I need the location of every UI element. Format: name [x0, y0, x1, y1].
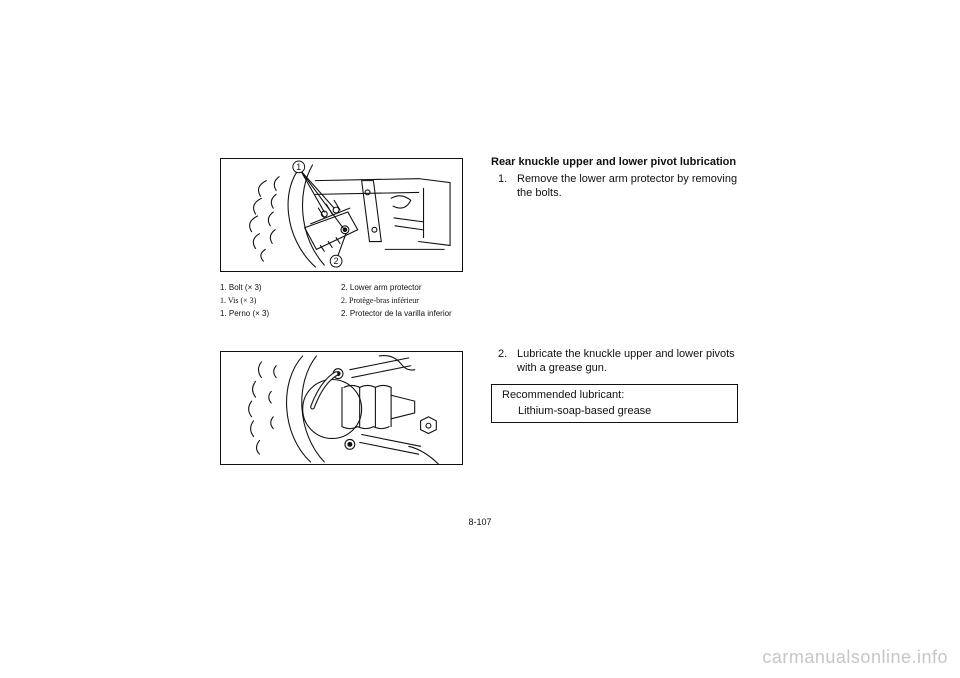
lubricant-value: Lithium-soap-based grease	[518, 405, 652, 417]
callout-2	[330, 255, 342, 267]
recommended-lubricant-box	[491, 384, 738, 423]
caption-lower-arm-protector: 2. Lower arm protector	[341, 283, 422, 292]
svg-text:1: 1	[296, 161, 302, 172]
caption-row-english	[220, 284, 470, 296]
step-2-text: Lubricate the knuckle upper and lower pivots with a grease gun.	[517, 348, 735, 374]
caption-protector-varilla: 2. Protector de la varilla inferior	[341, 309, 452, 318]
svg-text:2: 2	[333, 256, 339, 267]
caption-row-spanish	[220, 310, 470, 322]
caption-protege-bras: 2. Protège-bras inférieur	[341, 296, 419, 305]
caption-vis: 1. Vis (× 3)	[220, 296, 257, 305]
step-2-number: 2.	[498, 348, 508, 360]
caption-row-french	[220, 297, 470, 309]
caption-bolt: 1. Bolt (× 3)	[220, 283, 262, 292]
callout-1	[293, 161, 305, 173]
step-1-text: Remove the lower arm protector by removing the bolts.	[517, 173, 738, 199]
page-number: 8-107	[468, 517, 492, 527]
figure-lower-arm-protector	[220, 158, 463, 272]
step-1-number: 1.	[498, 173, 508, 185]
caption-perno: 1. Perno (× 3)	[220, 309, 270, 318]
illustration-grease-gun-knuckle	[221, 352, 462, 464]
illustration-lower-arm-protector	[221, 159, 462, 271]
section-title: Rear knuckle upper and lower pivot lubrication	[491, 156, 737, 168]
lubricant-label: Recommended lubricant:	[502, 389, 625, 401]
figure-grease-gun-knuckle	[220, 351, 463, 465]
watermark: carmanualsonline.info	[762, 647, 948, 667]
